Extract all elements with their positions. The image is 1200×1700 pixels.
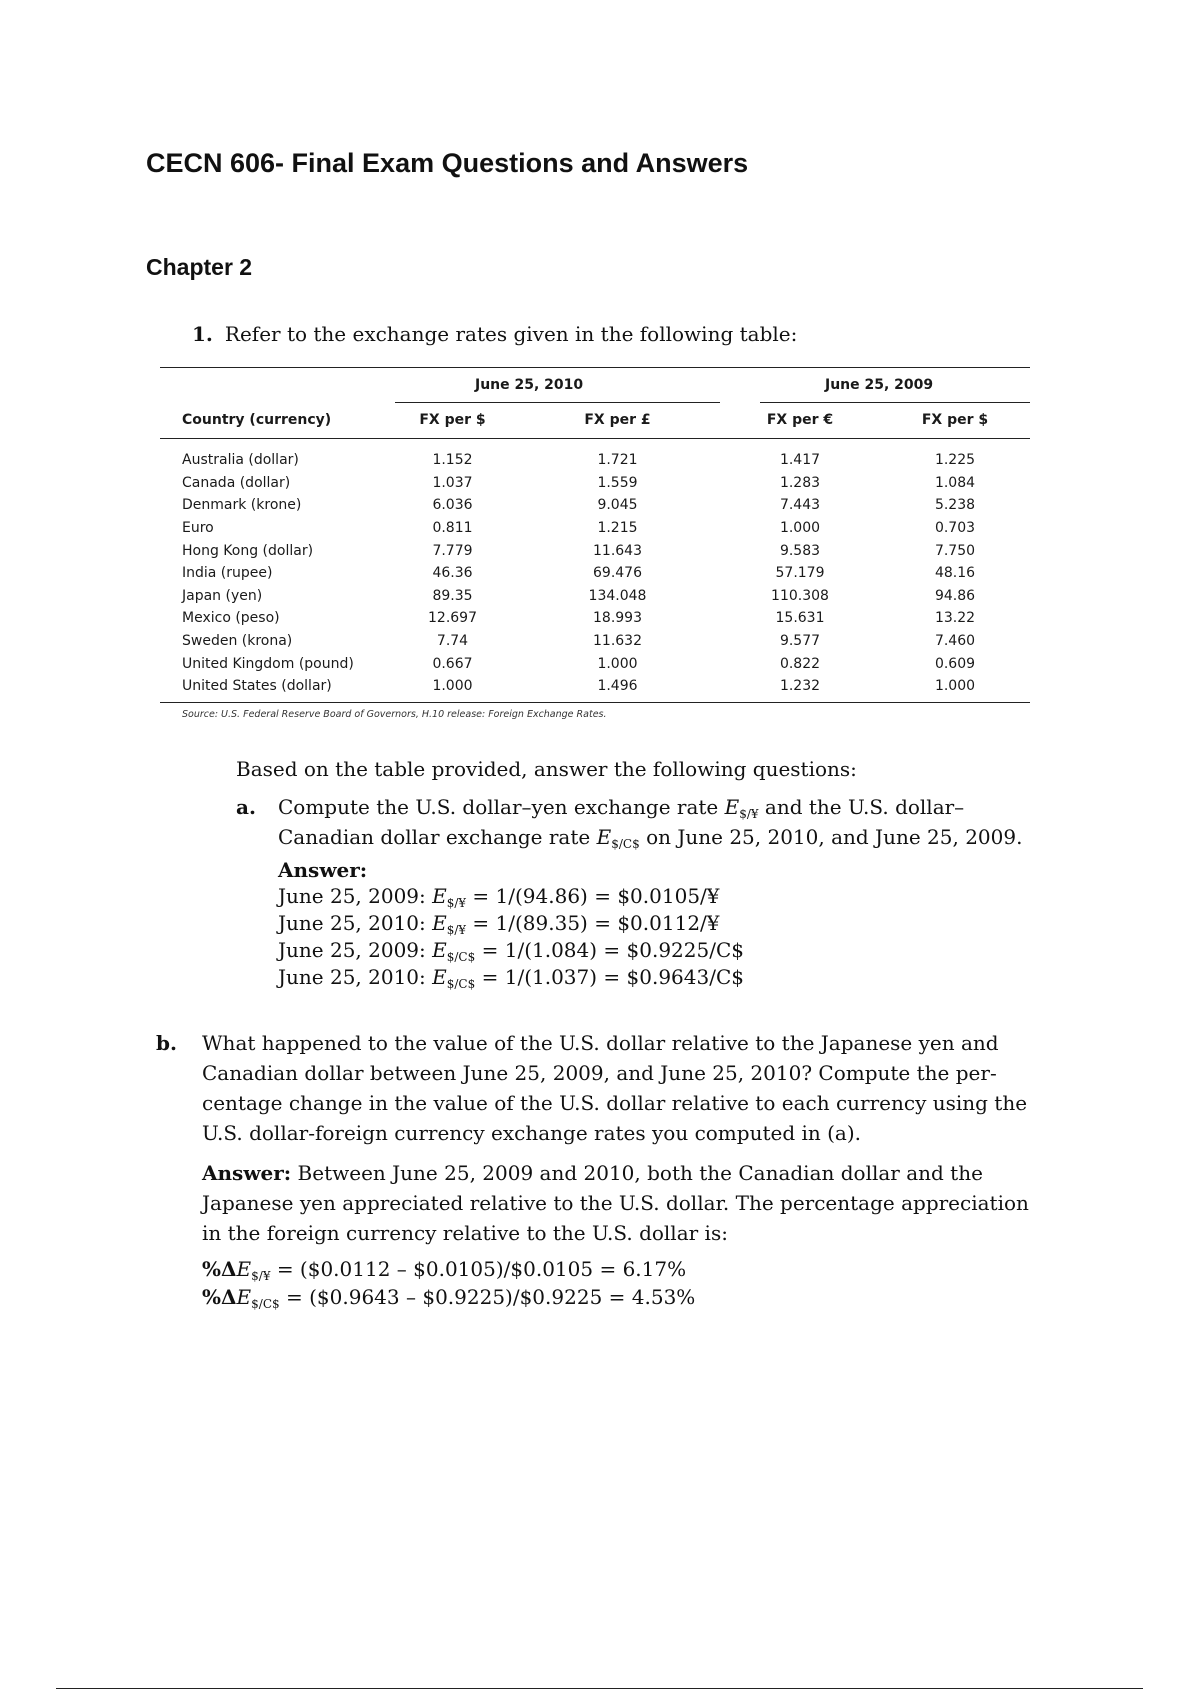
- document-title: CECN 606- Final Exam Questions and Answers: [146, 148, 749, 178]
- e-symbol: E: [432, 884, 447, 908]
- formula-line: [202, 1283, 695, 1311]
- e-symbol: E: [432, 911, 447, 935]
- e-symbol: E: [236, 1285, 252, 1309]
- rate-cell: 1.417: [779, 452, 821, 469]
- e-symbol: E: [432, 965, 447, 989]
- question-1: [192, 322, 797, 346]
- answer-date: June 25, 2010:: [278, 965, 426, 989]
- question-prompt: Refer to the exchange rates given in the following table:: [224, 322, 798, 346]
- table-row: [160, 630, 1030, 653]
- rate-cell: 1.037: [432, 474, 473, 491]
- country-cell: Hong Kong (dollar): [182, 542, 314, 559]
- part-b-formulas: [202, 1255, 695, 1311]
- rate-cell: 1.721: [597, 452, 638, 469]
- question-line: Canadian dollar between June 25, 2009, and June 25, 2010? Compute the per-: [202, 1061, 997, 1085]
- rate-cell: 7.443: [779, 497, 821, 514]
- e-symbol: E: [596, 825, 612, 849]
- table-body: [160, 439, 1030, 702]
- rate-cell: 0.609: [934, 655, 976, 672]
- country-cell: United Kingdom (pound): [182, 655, 354, 672]
- rate-cell: 11.632: [593, 633, 642, 650]
- percent-delta: %Δ: [202, 1257, 237, 1281]
- rate-cell: 110.308: [771, 587, 829, 604]
- part-a-q-line1-mid: and the U.S. dollar–: [764, 795, 965, 819]
- table-bottom-rule: [160, 702, 1030, 703]
- rate-cell: 7.750: [934, 542, 976, 559]
- date-header-row: [160, 368, 1030, 402]
- question-line: U.S. dollar-foreign currency exchange rates you computed in (a).: [202, 1121, 862, 1145]
- answer-line: [278, 910, 744, 937]
- header-fx-per-euro: FX per €: [766, 412, 834, 428]
- rate-cell: 1.283: [779, 474, 821, 491]
- question-number: 1.: [192, 322, 213, 346]
- rate-cell: 48.16: [934, 565, 976, 582]
- e-symbol: E: [432, 938, 447, 962]
- part-b-label: b.: [156, 1031, 177, 1055]
- rate-subscript: $/C$: [446, 977, 476, 991]
- rate-cell: 1.496: [597, 678, 638, 695]
- rate-cell: 1.000: [779, 520, 821, 537]
- part-a-q-line2-pre: Canadian dollar exchange rate: [278, 825, 591, 849]
- rate-cell: 7.460: [934, 633, 976, 650]
- header-fx-per-pound: FX per £: [584, 412, 651, 428]
- rate-cell: 7.779: [432, 542, 473, 559]
- rate-cell: 6.036: [432, 497, 473, 514]
- question-line: What happened to the value of the U.S. dollar relative to the Japanese yen and: [202, 1031, 999, 1055]
- e-symbol: E: [724, 795, 740, 819]
- rate-cell: 1.232: [779, 678, 821, 695]
- part-b-answer-line-2: Japanese yen appreciated relative to the U.S. dollar. The percentage appreciation: [202, 1191, 1029, 1215]
- country-cell: Australia (dollar): [182, 452, 299, 469]
- rate-subscript: $/C$: [446, 950, 476, 964]
- page-footer-rule: [56, 1688, 1143, 1689]
- formula-value: = ($0.9643 – $0.9225)/$0.9225 = 4.53%: [286, 1285, 696, 1309]
- rate-cell: 134.048: [588, 587, 647, 604]
- rate-subscript: $/C$: [251, 1297, 280, 1311]
- country-cell: India (rupee): [182, 565, 273, 582]
- table-row: [160, 607, 1030, 630]
- sub-dollar-yen: $/¥: [739, 807, 759, 821]
- answer-value: = 1/(94.86) = $0.0105/¥: [472, 884, 720, 908]
- rate-cell: 12.697: [428, 610, 477, 627]
- part-b-question-lines: [156, 1028, 1046, 1148]
- answer-date: June 25, 2009:: [278, 938, 426, 962]
- intro-text: Based on the table provided, answer the following questions:: [236, 757, 857, 781]
- rate-cell: 89.35: [432, 587, 473, 604]
- formula-value: = ($0.0112 – $0.0105)/$0.0105 = 6.17%: [276, 1257, 687, 1281]
- part-b-answer-label: Answer:: [202, 1161, 292, 1185]
- formula-line: [202, 1255, 695, 1283]
- rate-cell: 11.643: [593, 542, 642, 559]
- rate-cell: 9.583: [779, 542, 821, 559]
- rate-cell: 9.045: [597, 497, 638, 514]
- part-a-answers: [278, 883, 744, 991]
- rate-cell: 46.36: [432, 565, 473, 582]
- country-cell: Mexico (peso): [182, 610, 280, 627]
- part-a-label: a.: [236, 795, 256, 819]
- rate-cell: 1.215: [597, 520, 638, 537]
- country-cell: United States (dollar): [182, 678, 332, 695]
- chapter-heading: Chapter 2: [146, 254, 253, 280]
- table-row: [160, 449, 1030, 472]
- table-row: [160, 539, 1030, 562]
- part-a-answer-label: Answer:: [278, 858, 368, 882]
- answer-value: = 1/(1.037) = $0.9643/C$: [481, 965, 744, 989]
- rate-cell: 9.577: [779, 633, 821, 650]
- part-a-q-line2-post: on June 25, 2010, and June 25, 2009.: [646, 825, 1023, 849]
- rate-cell: 1.084: [934, 474, 976, 491]
- answer-line: [278, 964, 744, 991]
- country-cell: Denmark (krone): [182, 497, 302, 514]
- rate-cell: 1.000: [432, 678, 473, 695]
- date-2009-underline: [760, 402, 1030, 403]
- rate-subscript: $/¥: [446, 896, 467, 910]
- date-2010-underline: [395, 402, 720, 403]
- date-2009-label: June 25, 2009: [825, 377, 934, 393]
- header-country: Country (currency): [182, 412, 332, 428]
- answer-line: [278, 883, 744, 910]
- part-b-answer-line-3: in the foreign currency relative to the U.S. dollar is:: [202, 1221, 728, 1245]
- part-a-question: [236, 792, 1036, 852]
- answer-value: = 1/(89.35) = $0.0112/¥: [472, 911, 720, 935]
- rate-cell: 94.86: [934, 587, 976, 604]
- table-source-note: Source: U.S. Federal Reserve Board of Governors, H.10 release: Foreign Exchange Rates.: [182, 708, 607, 720]
- rate-cell: 0.667: [432, 655, 473, 672]
- question-line: centage change in the value of the U.S. dollar relative to each currency using the: [202, 1091, 1028, 1115]
- rate-cell: 1.225: [934, 452, 976, 469]
- part-b-answer-line-1: Between June 25, 2009 and 2010, both the Canadian dollar and the: [297, 1161, 983, 1185]
- rate-cell: 7.74: [436, 633, 469, 650]
- header-fx-per-dollar-2010: FX per $: [419, 412, 486, 428]
- rate-cell: 1.000: [934, 678, 976, 695]
- rate-cell: 1.559: [597, 474, 638, 491]
- part-b-answer: [202, 1158, 1042, 1248]
- country-cell: Sweden (krona): [182, 633, 293, 650]
- rate-subscript: $/¥: [251, 1269, 271, 1283]
- answer-value: = 1/(1.084) = $0.9225/C$: [481, 938, 744, 962]
- column-header-row: [160, 402, 1030, 438]
- table-row: [160, 494, 1030, 517]
- rate-cell: 5.238: [934, 497, 976, 514]
- table-row: [160, 652, 1030, 675]
- percent-delta: %Δ: [202, 1285, 237, 1309]
- part-a-q-line1-pre: Compute the U.S. dollar–yen exchange rate: [278, 795, 719, 819]
- rate-cell: 13.22: [934, 610, 976, 627]
- table-row: [160, 472, 1030, 495]
- table-row: [160, 562, 1030, 585]
- answer-line: [278, 937, 744, 964]
- rate-cell: 1.152: [432, 452, 473, 469]
- rate-cell: 18.993: [593, 610, 642, 627]
- table-row: [160, 675, 1030, 698]
- answer-date: June 25, 2010:: [278, 911, 426, 935]
- e-symbol: E: [236, 1257, 252, 1281]
- country-cell: Japan (yen): [182, 587, 263, 604]
- answer-date: June 25, 2009:: [278, 884, 426, 908]
- table-row: [160, 585, 1030, 608]
- rate-cell: 0.703: [934, 520, 976, 537]
- sub-dollar-cad: $/C$: [611, 837, 640, 851]
- rate-cell: 0.822: [779, 655, 821, 672]
- rate-cell: 57.179: [775, 565, 825, 582]
- table-row: [160, 517, 1030, 540]
- rate-cell: 1.000: [597, 655, 638, 672]
- rate-cell: 69.476: [593, 565, 642, 582]
- header-fx-per-dollar-2009: FX per $: [921, 412, 989, 428]
- country-cell: Canada (dollar): [182, 474, 291, 491]
- exchange-rate-table: [160, 367, 1030, 720]
- rate-cell: 15.631: [775, 610, 825, 627]
- date-2010-label: June 25, 2010: [475, 377, 584, 393]
- country-cell: Euro: [182, 520, 214, 537]
- part-b-question: [156, 1028, 1046, 1148]
- rate-subscript: $/¥: [446, 923, 467, 937]
- rate-cell: 0.811: [432, 520, 473, 537]
